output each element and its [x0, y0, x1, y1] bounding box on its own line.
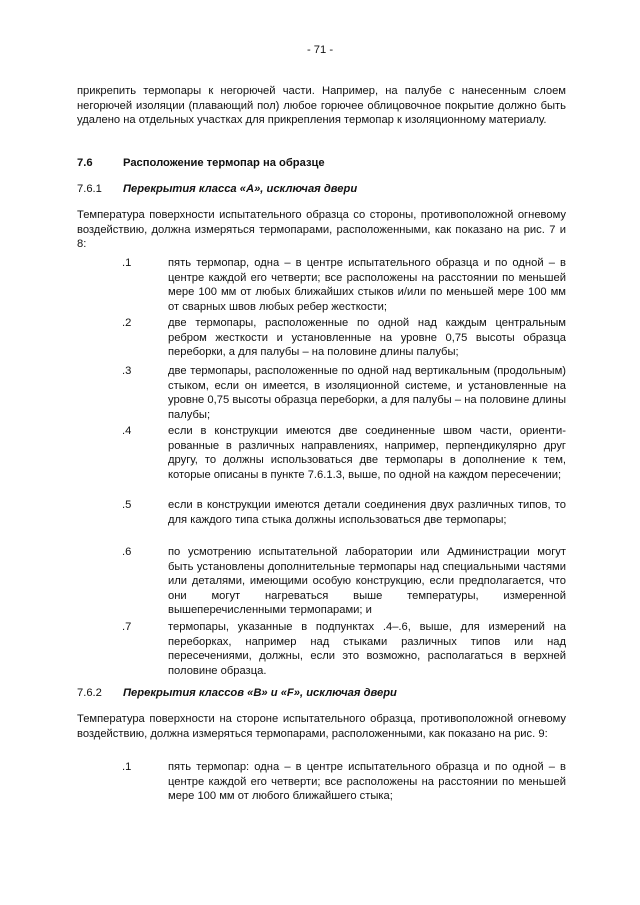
- list-marker: .5: [122, 499, 132, 511]
- list-item-text: пять термопар: одна – в центре испытательного образца и по одной – в центре каждой его четверти; все расположены на расстоянии по меньшей мере 100 мм от любого ближайшего стыка;: [168, 761, 566, 803]
- subsection-title: Перекрытия классов «В» и «F», исключая двери: [123, 687, 397, 699]
- subsection-title: Перекрытия класса «А», исключая двери: [123, 183, 358, 195]
- section-number: 7.6: [77, 157, 93, 169]
- list-item-text: две термопары, расположенные по одной над каждым центральным ребром жесткости и установленные на уровне 0,75 высоты образца переборки, а для палубы – на половине длины палубы;: [168, 317, 566, 359]
- list-marker: .1: [122, 761, 132, 773]
- section-title: Расположение термопар на образце: [123, 157, 325, 169]
- list-marker: .7: [122, 621, 132, 633]
- list-item-text: если в конструкции имеются детали соединения двух различных типов, то для каждого типа стыка должны использоваться две термопары;: [168, 499, 566, 526]
- list-marker: .4: [122, 425, 132, 437]
- list-item-text: термопары, указанные в подпунктах .4–.6, выше, для измерений на переборках, например над стыками различных типов или над пересечениями, должны, если это возможно, располагаться в верхней половине образца.: [168, 621, 566, 677]
- list-item-text: пять термопар, одна – в центре испытательного образца и по одной – в центре каждой его четверти; все расположены на расстоянии по меньшей мере 100 мм от любых ближайших стыков и/или по меньшей мере 100 мм от сварных швов любых ребер жесткости;: [168, 257, 566, 313]
- list-item-text: если в конструкции имеются две соединенные швом части, ориенти-рованные в различных направлениях, например, перпендикулярно друг другу, то должны использоваться две термопары в дополнение к тем, которые описаны в пункте 7.6.1.3, выше, по одной на каждом пересечении;: [168, 425, 566, 481]
- list-item-text: две термопары, расположенные по одной над вертикальным (продольным) стыком, если он имеется, в изоляционной системе, и установленные на уровне 0,75 высоты образца переборки, а для палубы – на половине длины палубы;: [168, 365, 566, 421]
- subsection-paragraph: Температура поверхности на стороне испытательного образца, противоположной огневому воздействию, должна измеряться термопарами, расположенными, как показано на рис. 9:: [77, 713, 566, 740]
- list-marker: .2: [122, 317, 132, 329]
- subsection-number: 7.6.2: [77, 687, 102, 699]
- list-marker: .6: [122, 546, 132, 558]
- list-item-text: по усмотрению испытательной лаборатории или Администрации могут быть установлены дополнительные термопары над специальными частями или деталями, имеющими особую конструкцию, если предполагается, что они могут нагреваться выше температуры, измеренной вышеперечисленными термопарами; и: [168, 546, 566, 617]
- list-marker: .1: [122, 257, 132, 269]
- page-number: - 71 -: [306, 44, 334, 56]
- subsection-number: 7.6.1: [77, 183, 102, 195]
- subsection-paragraph: Температура поверхности испытательного образца со стороны, противоположной огневому воздействию, должна измеряться термопарами, расположенными, как показано на рис. 7 и 8:: [77, 209, 566, 251]
- list-marker: .3: [122, 365, 132, 377]
- intro-paragraph: прикрепить термопары к негорючей части. Например, на палубе с нанесенным слоем негорючей изоляции (плавающий пол) любое горючее облицовочное покрытие должно быть удалено на отдельных участках для прикрепления термопар к изоляционному материалу.: [77, 85, 566, 127]
